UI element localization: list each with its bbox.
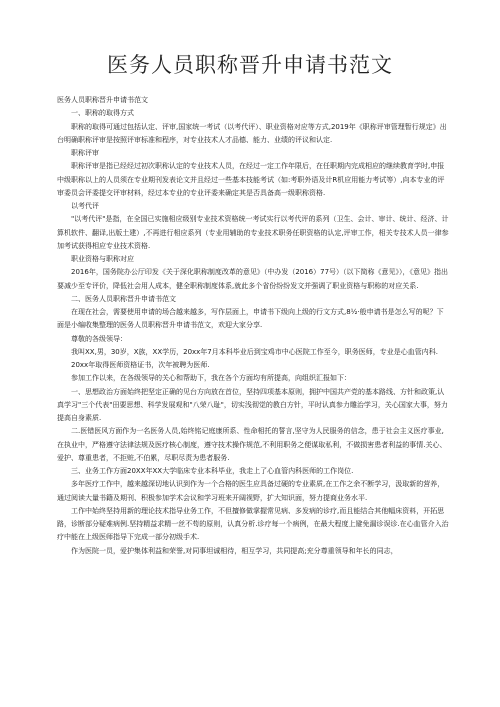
paragraph: 三、业务工作方面20XX年XX大学临床专业本科毕业，我走上了心血管内科医师的工作岗位. (71, 467, 354, 475)
paragraph: 2016年，国务院办公厅印发《关于深化职称制度改革的意见》（中办发（2016）77号）（以下简称《意见》），《意见》指出要减少至专评价，降低社会用人成本，健全职称制度体系,就此多个省份纷纷发文并强调了职业资格与职称的对应关系. (57, 268, 449, 290)
paragraph: 20xx年取得医师资格证书，次年被聘为医师. (71, 361, 210, 369)
paragraph: 工作中始终坚持用新的理论技术指导业务工作，不但擅修做掌握常见病、多发病的诊疗,而且能结合其他幅床资料，开拓思路，诊断部分疑难病例.坚持精益求精一丝不苟的原则，认真分析.诊疗每一个病例，在最大程度上避免漏诊误诊.在心血管介入治疗中能在上级医师指导下完成一部分初级手术. (57, 506, 449, 542)
paragraph: "以考代评"是指，在全国已实施相应级别专业技术资格统一考试实行以考代评的系列（卫生、会计、审计、统计、经济、计算机软件、翻译,出版土建）,不再进行相应系列（专业用辅助的专业技术职务任职资格的认定,评审工作，相关专技术人员一律参加考试获得相应专业技术资格. (57, 215, 449, 250)
paragraph: 我叫XX,男，30岁，X族，XX学历，20xx年7月本科毕业后到宝鸡市中心医院工作至今，职务医师，专业是心血管内科. (71, 347, 438, 356)
paragraph: 在现在社会，需要使用申请的场合越来越多，写作层面上，申请书下级向上级的行文方式,8½·般申请书是怎么写的呢？下面是小编收集整理的医务人员职称晋升申请书范文，欢迎大家分享. (57, 308, 444, 330)
paragraph: 参加工作以来，在各级领导的关心和帮助下，我在各个方面均有所提高，向组织汇报如下： (71, 374, 351, 383)
document-body (57, 94, 449, 558)
paragraph: 职称评审 (71, 149, 99, 157)
paragraph: 职称的取得可通过包括认定、评审,国家统一考试（以考代评）、职业资格对应等方式,2019年《职称评审管理暂行规定》出台明确职称评审是按照评审标准和程序，对专业技术人才品德、能力、业绩的评议和认定. (57, 122, 447, 144)
paragraph: 多年医疗工作中，越来越深切地认识到作为一个合格的医生应具备过硬的专业素质,在工作之余不断学习，汲取新的营养，通过阅读大量书籍及期刊、积极参加学术会议和学习班来开阔视野，扩大知识面，努力提商业务水平. (57, 480, 445, 502)
paragraph: 一、职称的取得方式 (71, 109, 134, 118)
paragraph: 职称评审是指已经经过初次职称认定的专业技术人员，在经过一定工作年限后，在任职期内完成相应的继续教育学时,申报中级职称以上的人员须在专业期刊发表论文并且经过一些基本技能考试（如:考职外语及计R机应用能力考试等）,向本专业的评审委员会评委提交评审材料，经过本专业的专业评委来确定其是否具备高一级职称资格. (57, 162, 445, 197)
paragraph: 以考代评 (71, 202, 99, 210)
paragraph: 职业资格与职称对应 (71, 255, 134, 263)
paragraph: 尊敬的各级领导： (71, 334, 127, 343)
paragraph: 二.医错医风方面作为一名医务人员,始终铭记庭康所系、性命相托的誓言,坚守为人民服务的信念，患于社会主义医疗事业,在执业中，严格遵守法律法规及医疗核心制度，遵守技术操作规范,不利用职务之便谋取私利，不做损害患者利益的事情.关心、爱护、尊重患者，不拒赃,不伯累，尽职尽责为患者服务. (57, 427, 447, 462)
document-subtitle: 医务人员职称晋升申请书范文 (57, 96, 148, 104)
paragraph: 作为医院一员，爱护集体利益和荣誉,对同事坦诚相待，相互学习，共同提高;充分尊重领导和年长的同志， (71, 546, 398, 555)
paragraph: 一、思想政治方面始终把坚定正确的见台方向放在首位，坚持四项基本原则，拥护中国共产党的基本路线、方针和政策,认真学习"三个代表"田要思想、科学发展观和"八荣八耻"，切实浅彻觉的教白方针，平时认真参力雕治学习，关心国家大事，努力提高自身素质. (57, 387, 448, 422)
paragraph: 二、医务人员职称晋升申请书范文 (71, 294, 176, 303)
document-title: 医务人员职称晋升申请书范文 (107, 53, 393, 77)
